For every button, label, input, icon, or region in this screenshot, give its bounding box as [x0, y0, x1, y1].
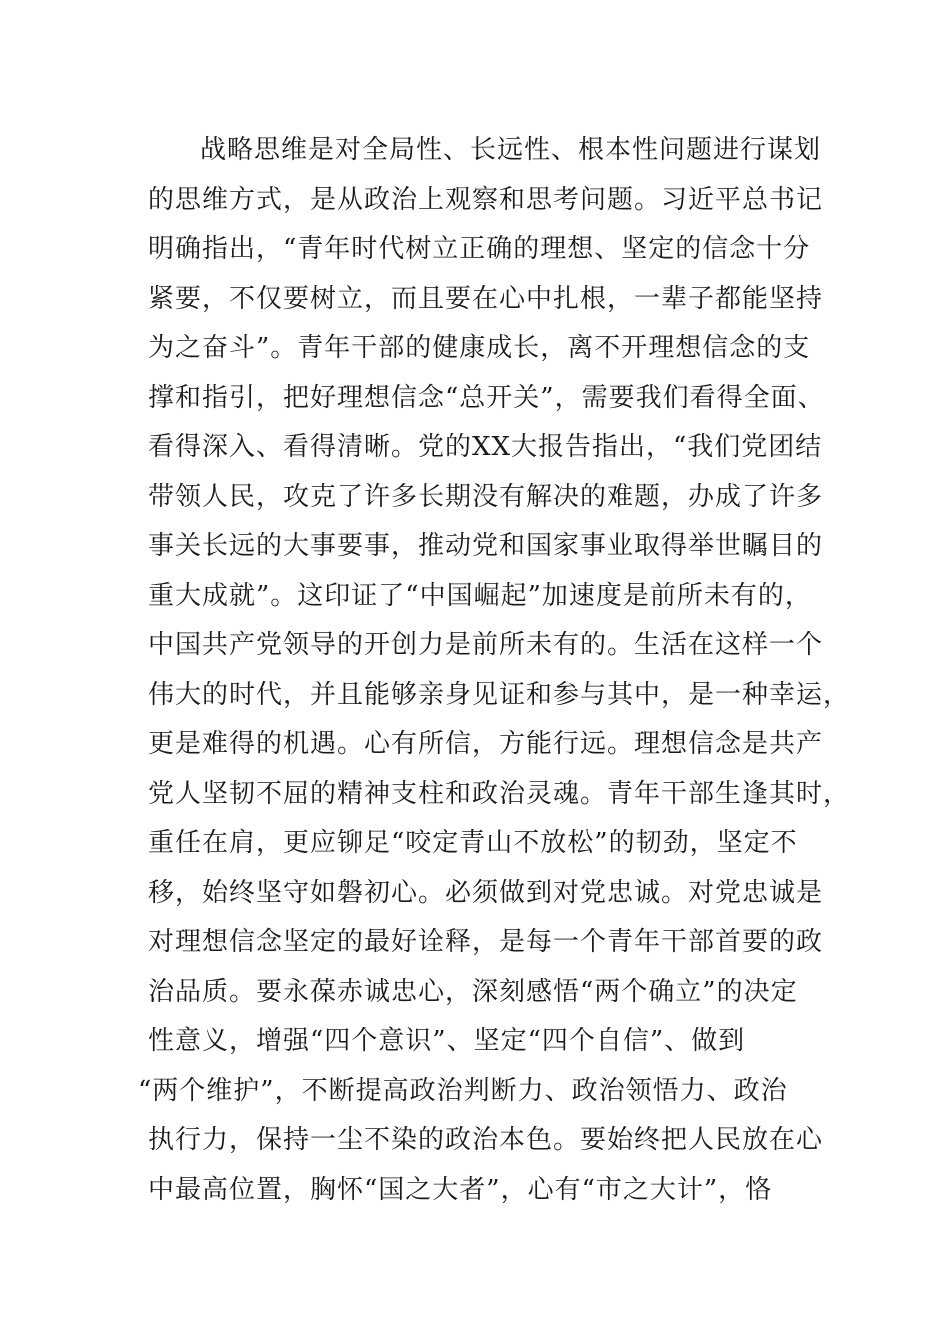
text-line: 带领人民，攻克了许多长期没有解决的难题，办成了许多 [148, 481, 824, 512]
text-line: 中国共产党领导的开创力是前所未有的。生活在这样一个 [148, 630, 824, 660]
text-line: 党人坚韧不屈的精神支柱和政治灵魂。青年干部生逢其时， [148, 778, 851, 809]
text-line: 看得深入、看得清晰。党的XX大报告指出，“我们党团结 [148, 432, 823, 462]
text-line: “两个维护”，不断提高政治判断力、政治领悟力、政治 [138, 1075, 788, 1106]
text-line: 撑和指引，把好理想信念“总开关”，需要我们看得全面、 [148, 382, 825, 413]
text-line: 的思维方式，是从政治上观察和思考问题。习近平总书记 [148, 184, 824, 215]
text-line: 治品质。要永葆赤诚忠心，深刻感悟“两个确立”的决定 [148, 976, 798, 1007]
text-line: 事关长远的大事要事，推动党和国家事业取得举世瞩目的 [148, 531, 824, 561]
text-line: 性意义，增强“四个意识”、坚定“四个自信”、做到 [148, 1026, 746, 1056]
text-line: 移，始终坚守如磐初心。必须做到对党忠诚。对党忠诚是 [148, 877, 824, 908]
text-line: 中最高位置，胸怀“国之大者”，心有“市之大计”，恪 [148, 1174, 773, 1205]
text-line: 执行力，保持一尘不染的政治本色。要始终把人民放在心 [148, 1125, 824, 1155]
text-line: 对理想信念坚定的最好诠释，是每一个青年干部首要的政 [148, 927, 824, 957]
text-line: 重大成就”。这印证了“中国崛起”加速度是前所未有的， [148, 580, 812, 611]
text-line: 伟大的时代，并且能够亲身见证和参与其中，是一种幸运， [148, 679, 851, 710]
body-paragraph [138, 126, 851, 1215]
text-line: 紧要，不仅要树立，而且要在心中扎根，一辈子都能坚持 [148, 283, 824, 314]
text-line: 重任在肩，更应铆足“咬定青山不放松”的韧劲，坚定不 [148, 828, 798, 858]
text-line: 更是难得的机遇。心有所信，方能行远。理想信念是共产 [148, 729, 824, 759]
text-line: 战略思维是对全局性、长远性、根本性问题进行谋划 [200, 135, 822, 165]
text-line: 为之奋斗”。青年干部的健康成长，离不开理想信念的支 [148, 333, 811, 363]
text-line: 明确指出，“青年时代树立正确的理想、坚定的信念十分 [148, 234, 811, 264]
